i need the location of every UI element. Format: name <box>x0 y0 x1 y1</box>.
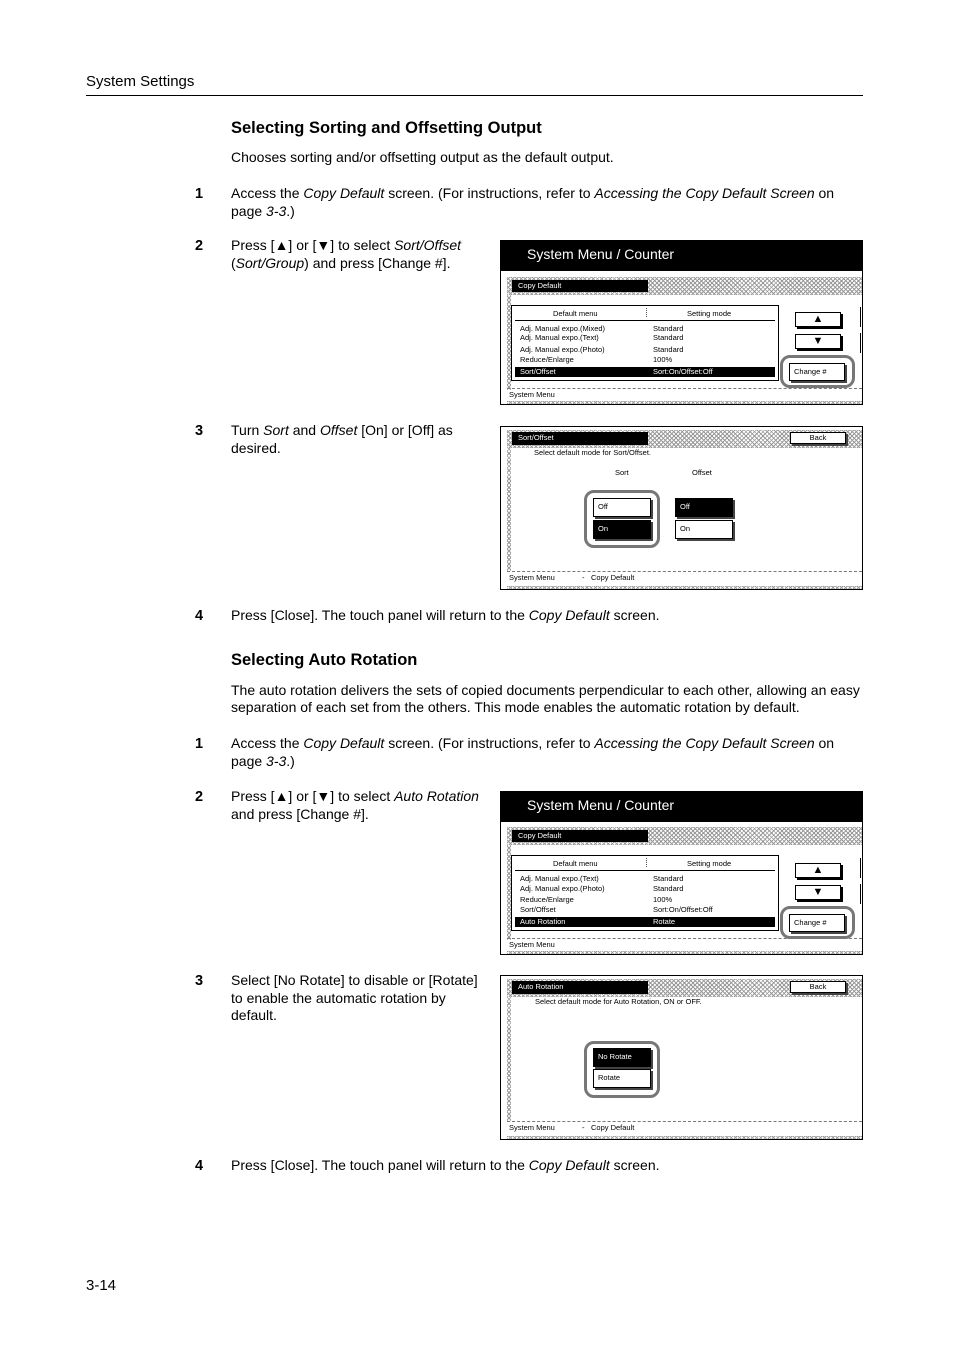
table-row[interactable]: Adj. Manual expo.(Mixed) Standard <box>520 324 684 333</box>
running-header: System Settings <box>86 73 195 90</box>
bottom-hatch <box>507 951 862 954</box>
copy-default-screen <box>500 240 863 405</box>
up-arrow-icon: ▲ <box>812 864 824 876</box>
table-row-selected[interactable]: Sort/Offset Sort:On/Offset:Off <box>515 367 775 377</box>
header-separator <box>515 320 775 321</box>
step-number: 4 <box>195 608 204 624</box>
bottom-hatch <box>507 1136 862 1139</box>
back-button[interactable]: Back <box>790 981 846 993</box>
instruction-text: Select default mode for Auto Rotation, ON or OFF. <box>535 997 702 1006</box>
step-text: Access the Copy Default screen. (For instructions, refer to Accessing the Copy Default Screen on page 3-3.) <box>231 185 835 219</box>
column-header-setting-mode: Setting mode <box>687 859 732 868</box>
offset-label: Offset <box>692 468 712 477</box>
table-row[interactable]: Adj. Manual expo.(Photo) Standard <box>520 345 684 354</box>
sort-on-button[interactable]: On <box>593 520 651 539</box>
auto-rotation-screen <box>500 975 863 1140</box>
table-row[interactable]: Sort/Offset Sort:On/Offset:Off <box>520 905 713 914</box>
step-number: 1 <box>195 186 204 202</box>
step-text: Access the Copy Default screen. (For instructions, refer to Accessing the Copy Default Screen on page 3-3.) <box>231 735 835 769</box>
step-number: 2 <box>195 238 204 254</box>
step-text: Select [No Rotate] to disable or [Rotate] to enable the automatic rotation by default. <box>231 972 478 1023</box>
table-row[interactable]: Reduce/Enlarge 100% <box>520 895 673 904</box>
down-arrow-icon: ▼ <box>812 886 824 898</box>
step-number: 3 <box>195 973 204 989</box>
left-hatch <box>507 448 511 571</box>
status-bar: System Menu - Copy Default <box>507 571 862 586</box>
step-text: Press [▲] or [▼] to select Auto Rotation and press [Change #]. <box>231 788 479 822</box>
step-number: 2 <box>195 789 204 805</box>
no-rotate-button[interactable]: No Rotate <box>593 1048 651 1067</box>
status-bar: System Menu <box>507 388 862 403</box>
table-row-selected[interactable]: Auto Rotation Rotate <box>515 917 775 927</box>
table-row[interactable]: Adj. Manual expo.(Photo) Standard <box>520 884 684 893</box>
status-bar: System Menu - Copy Default <box>507 1121 862 1136</box>
step-text: Press [▲] or [▼] to select Sort/Offset (Sort/Group) and press [Change #]. <box>231 237 462 271</box>
left-hatch <box>507 997 511 1121</box>
bottom-hatch <box>507 586 862 589</box>
down-arrow-button[interactable] <box>795 334 841 349</box>
step-text: Turn Sort and Offset [On] or [Off] as desired. <box>231 422 453 456</box>
page-number: 3-14 <box>86 1277 117 1294</box>
scroll-edge <box>860 858 861 878</box>
column-header-setting-mode: Setting mode <box>687 309 732 318</box>
sort-off-button[interactable]: Off <box>593 498 651 517</box>
column-header-default-menu: Default menu <box>553 859 598 868</box>
default-menu-table <box>511 855 779 931</box>
change-button[interactable]: Change # <box>789 914 845 932</box>
offset-on-button[interactable]: On <box>675 520 733 539</box>
up-arrow-button[interactable] <box>795 863 841 878</box>
step-text: Press [Close]. The touch panel will return to the Copy Default screen. <box>231 607 660 623</box>
tab-auto-rotation: Auto Rotation <box>512 981 648 994</box>
section-title-auto-rotation: Selecting Auto Rotation <box>231 651 418 669</box>
offset-off-button[interactable]: Off <box>675 498 733 517</box>
section-title-sorting: Selecting Sorting and Offsetting Output <box>231 119 542 137</box>
scroll-edge <box>860 884 861 904</box>
table-row[interactable]: Adj. Manual expo.(Text) Standard <box>520 874 684 883</box>
sort-label: Sort <box>615 468 629 477</box>
header-rule <box>86 95 863 96</box>
rotate-button[interactable]: Rotate <box>593 1069 651 1088</box>
scroll-edge <box>860 307 861 327</box>
sort-offset-screen <box>500 426 863 590</box>
screen-header: System Menu / Counter <box>501 241 862 271</box>
step-number: 1 <box>195 736 204 752</box>
step-number: 3 <box>195 423 204 439</box>
column-header-default-menu: Default menu <box>553 309 598 318</box>
down-arrow-icon: ▼ <box>812 335 824 347</box>
bottom-hatch <box>507 401 862 404</box>
section-intro-sorting: Chooses sorting and/or offsetting output as the default output. <box>231 149 614 165</box>
column-divider <box>646 858 647 867</box>
up-arrow-icon: ▲ <box>812 313 824 325</box>
tab-copy-default: Copy Default <box>512 830 648 842</box>
step-number: 4 <box>195 1158 204 1174</box>
tab-sort-offset: Sort/Offset <box>512 432 648 445</box>
header-separator <box>515 870 775 871</box>
default-menu-table <box>511 305 779 381</box>
change-button[interactable]: Change # <box>789 363 845 381</box>
back-button[interactable]: Back <box>790 432 846 444</box>
tab-copy-default: Copy Default <box>512 280 648 292</box>
section-intro-auto-rotation: The auto rotation delivers the sets of copied documents perpendicular to each other, allowing an easy separation of each set from the others. This mode enables the automatic rotation by default. <box>231 682 860 715</box>
up-arrow-button[interactable] <box>795 312 841 327</box>
copy-default-screen <box>500 791 863 955</box>
status-bar: System Menu <box>507 938 862 953</box>
screen-header: System Menu / Counter <box>501 792 862 822</box>
step-text: Press [Close]. The touch panel will return to the Copy Default screen. <box>231 1157 660 1173</box>
scroll-edge <box>860 333 861 353</box>
table-row[interactable]: Reduce/Enlarge 100% <box>520 355 673 364</box>
table-row[interactable]: Adj. Manual expo.(Text) Standard <box>520 333 684 342</box>
down-arrow-button[interactable] <box>795 885 841 900</box>
column-divider <box>646 308 647 317</box>
instruction-text: Select default mode for Sort/Offset. <box>534 448 652 457</box>
